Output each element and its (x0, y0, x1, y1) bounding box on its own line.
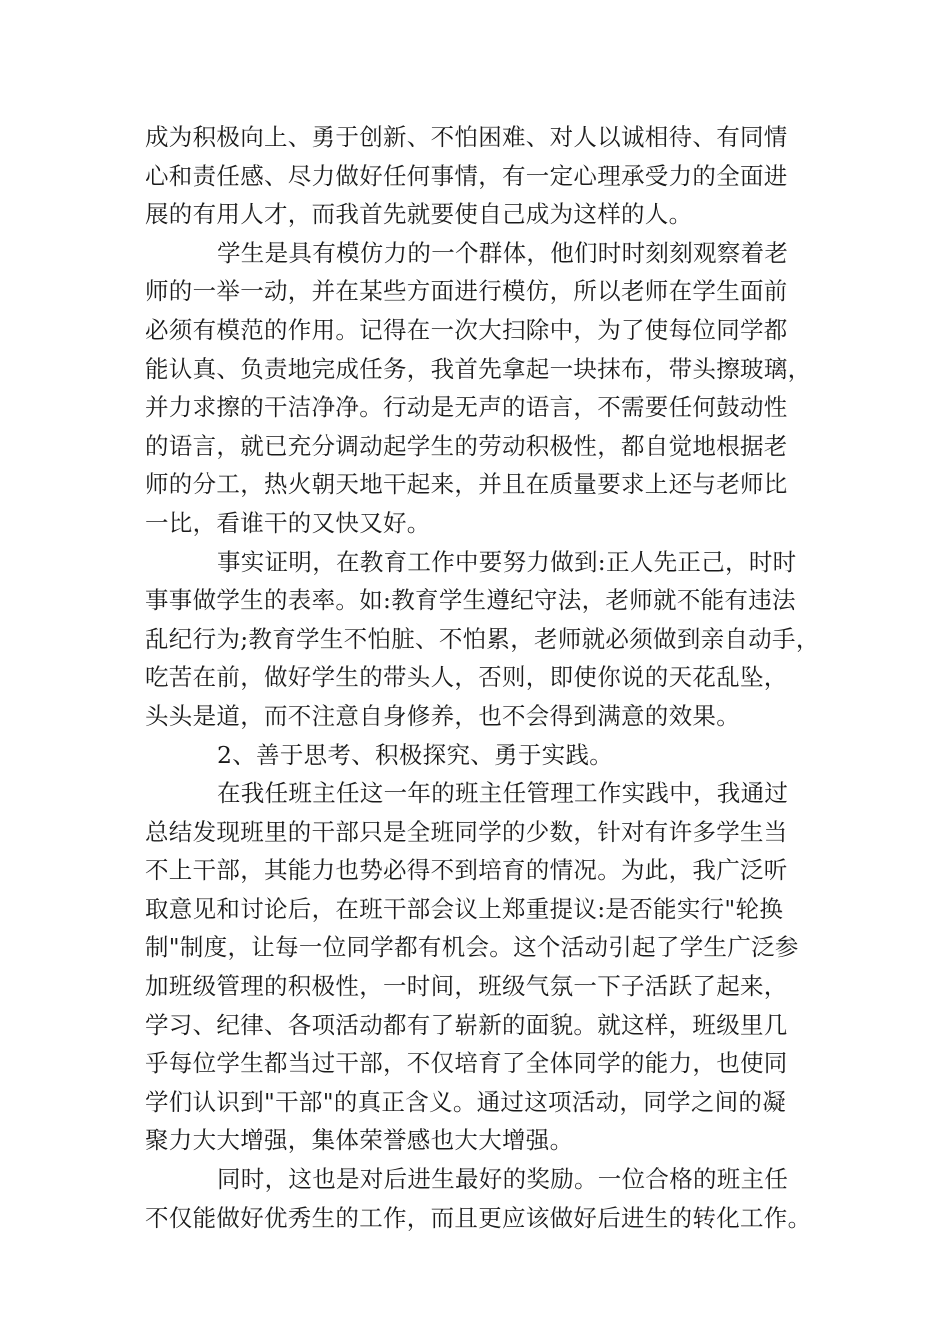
text-line: 乱纪行为;教育学生不怕脏、不怕累，老师就必须做到亲自动手， (145, 624, 820, 653)
text-line: 的语言，就已充分调动起学生的劳动积极性，都自觉地根据老 (145, 431, 788, 460)
text-line: 学习、纪律、各项活动都有了崭新的面貌。就这样，班级里几 (145, 1010, 788, 1039)
text-line: 师的分工，热火朝天地干起来，并且在质量要求上还与老师比 (145, 470, 788, 499)
text-line: 聚力大大增强，集体荣誉感也大大增强。 (145, 1126, 574, 1155)
paragraph-first-line: 同时，这也是对后进生最好的奖励。一位合格的班主任 (217, 1165, 789, 1194)
text-line: 并力求擦的干洁净净。行动是无声的语言，不需要任何鼓动性 (145, 393, 788, 422)
text-line: 师的一举一动，并在某些方面进行模仿，所以老师在学生面前 (145, 277, 788, 306)
text-line: 必须有模范的作用。记得在一次大扫除中，为了使每位同学都 (145, 315, 788, 344)
paragraph-first-line: 学生是具有模仿力的一个群体，他们时时刻刻观察着老 (217, 238, 789, 267)
text-line: 头头是道，而不注意自身修养，也不会得到满意的效果。 (145, 701, 740, 730)
text-line: 心和责任感、尽力做好任何事情，有一定心理承受力的全面进 (145, 161, 788, 190)
text-line: 乎每位学生都当过干部，不仅培育了全体同学的能力，也使同 (145, 1049, 788, 1078)
text-line: 制"制度，让每一位同学都有机会。这个活动引起了学生广泛参 (145, 933, 799, 962)
text-line: 事事做学生的表率。如:教育学生遵纪守法，老师就不能有违法 (145, 586, 796, 615)
text-line: 总结发现班里的干部只是全班同学的少数，针对有许多学生当 (145, 817, 788, 846)
text-line: 不仅能做好优秀生的工作，而且更应该做好后进生的转化工作。 (145, 1203, 812, 1232)
text-line: 取意见和讨论后，在班干部会议上郑重提议:是否能实行"轮换 (145, 894, 784, 923)
paragraph-first-line: 2、善于思考、积极探究、勇于实践。 (217, 740, 614, 769)
text-line: 吃苦在前，做好学生的带头人，否则，即使你说的天花乱坠， (145, 663, 788, 692)
paragraph-first-line: 事实证明，在教育工作中要努力做到:正人先正己，时时 (217, 547, 797, 576)
text-line: 能认真、负责地完成任务，我首先拿起一块抹布，带头擦玻璃， (145, 354, 812, 383)
text-line: 加班级管理的积极性，一时间，班级气氛一下子活跃了起来， (145, 972, 788, 1001)
text-line: 不上干部，其能力也势必得不到培育的情况。为此，我广泛听 (145, 856, 788, 885)
text-line: 学们认识到"干部"的真正含义。通过这项活动，同学之间的凝 (145, 1087, 787, 1116)
text-line: 一比，看谁干的又快又好。 (145, 508, 431, 537)
text-line: 展的有用人才，而我首先就要使自己成为这样的人。 (145, 200, 693, 229)
paragraph-first-line: 在我任班主任这一年的班主任管理工作实践中，我通过 (217, 779, 789, 808)
text-line: 成为积极向上、勇于创新、不怕困难、对人以诚相待、有同情 (145, 123, 788, 151)
document-body-text (145, 118, 820, 1237)
